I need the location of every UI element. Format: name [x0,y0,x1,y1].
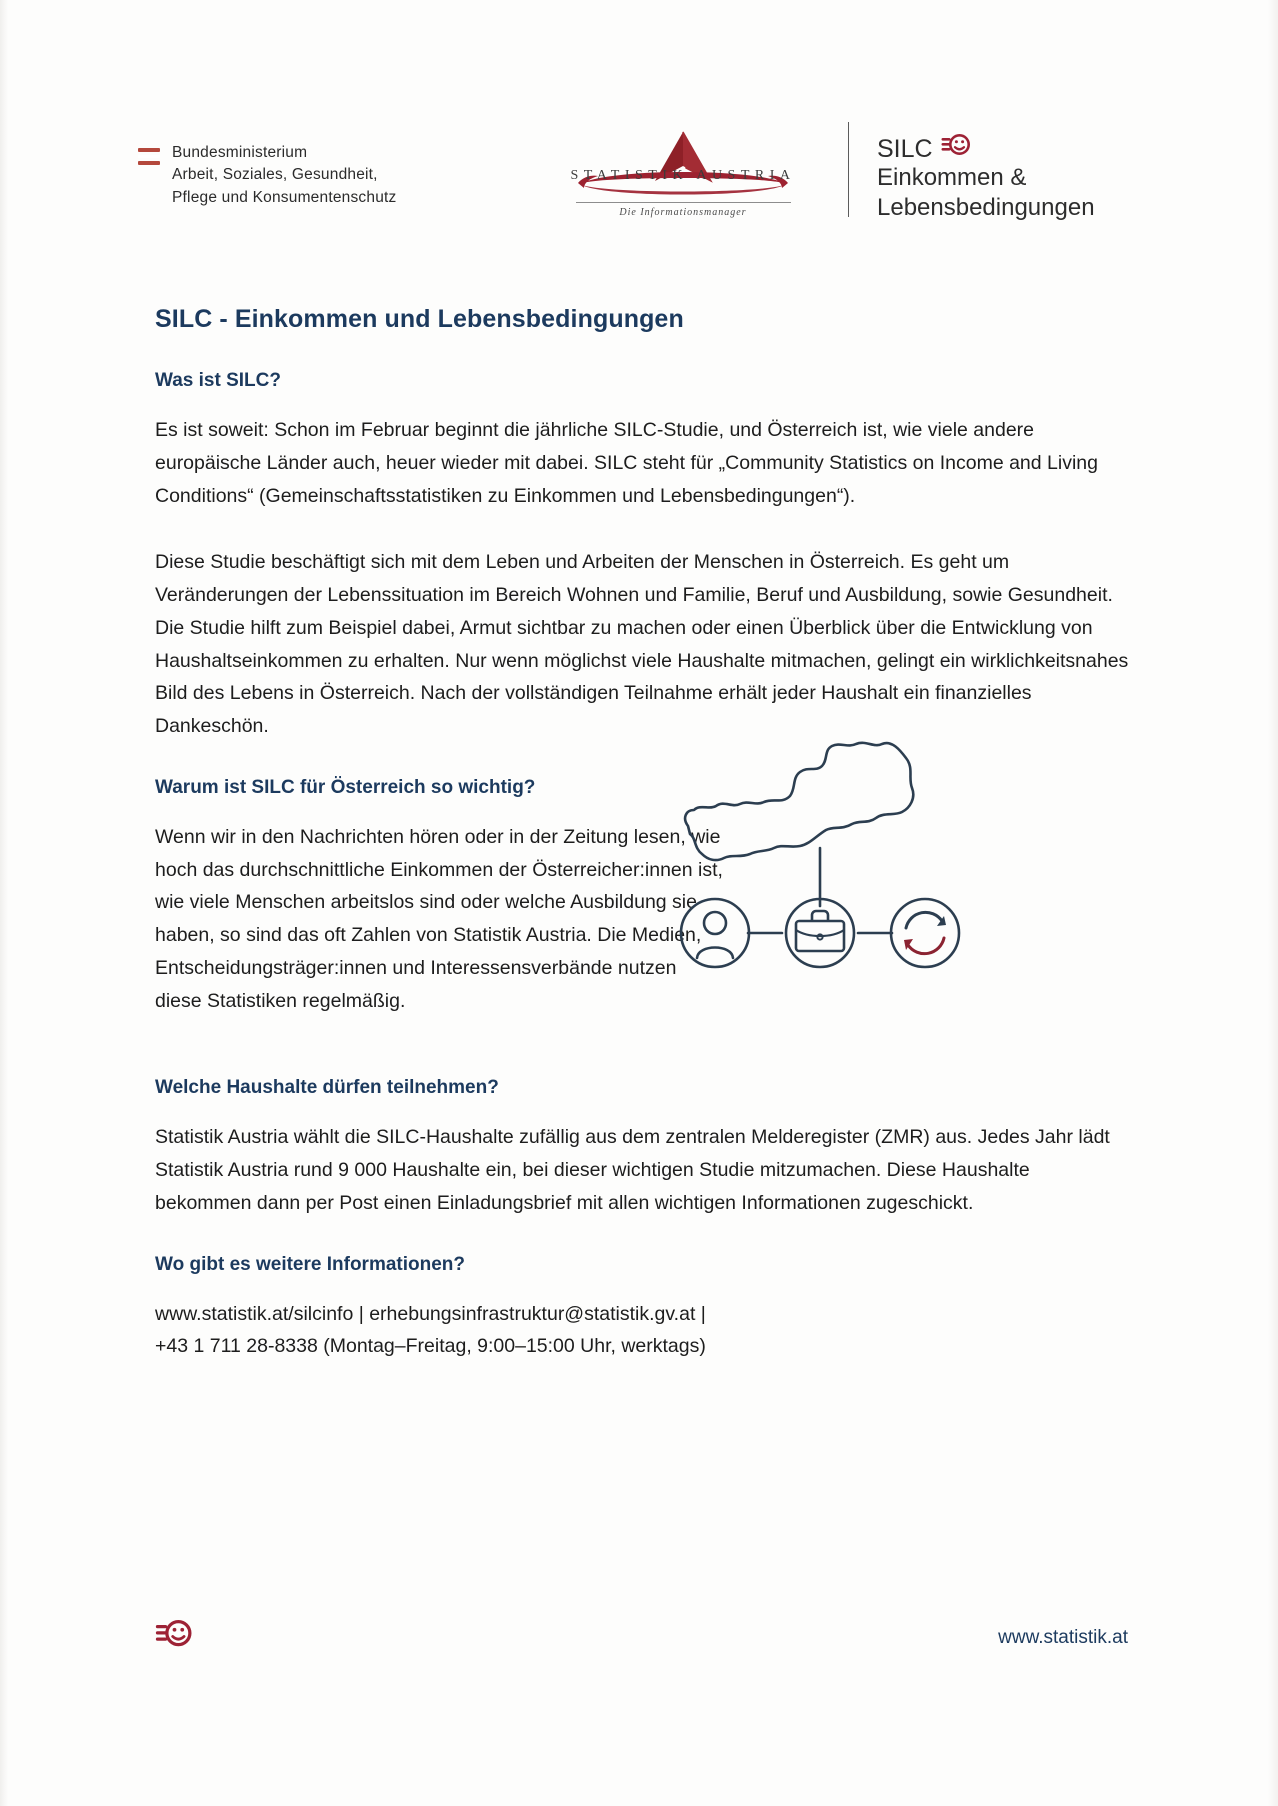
header-vertical-divider [848,122,849,217]
section-weitere-informationen [155,1254,1130,1364]
section-heading: Warum ist SILC für Österreich so wichtig? [155,776,536,798]
ministry-line-1: Bundesministerium [172,144,308,161]
briefcase-circle-icon [786,899,854,967]
section-heading: Welche Haushalte dürfen teilnehmen? [155,1077,499,1099]
document-header [138,118,1138,228]
silc-brand-title: SILC [877,134,933,163]
ministry-line-2: Arbeit, Soziales, Gesundheit, [172,166,378,184]
contact-line-web-email [155,1298,1130,1331]
contact-phone: +43 1 711 28-8338 (Montag–Freitag, 9:00–15:00 Uhr, werktags) [155,1335,706,1358]
spacer [155,1051,1130,1077]
austria-flag-icon [138,148,160,168]
section-warum-wichtig [155,777,1130,1018]
silc-brand-subtitle-line-2: Lebensbedingungen [877,193,1095,221]
person-circle-icon [681,899,749,967]
footer-url[interactable]: www.statistik.at [998,1626,1128,1648]
document-content [155,305,1130,1397]
section-paragraph: Diese Studie beschäftigt sich mit dem Leben und Arbeiten der Menschen in Österreich. Es geht um Veränderungen der Lebenssituation im Bereich Wohnen und Familie, Beruf und Ausbildung, sowie Gesundheit. Die Studie hilft zum Beispiel dabei, Armut sichtbar zu machen oder einen Überblick über die Entwicklung von Haushaltseinkommen zu erhalten. Nur wenn möglichst viele Haushalte mitmachen, gelingt ein wirklichkeitsnahes Bild des Lebens in Österreich. Nach der vollständigen Teilnahme erhält jeder Haushalt ein finanzielles Dankeschön. [155,551,1129,737]
section-heading: Wo gibt es weitere Informationen? [155,1253,466,1275]
section-heading: Was ist SILC? [155,370,281,391]
statistik-austria-arrow-logo [558,126,808,198]
page-title: SILC - Einkommen und Lebensbedingungen [155,305,684,333]
silc-illustration [670,718,970,978]
section-paragraph: Es ist soweit: Schon im Februar beginnt die jährliche SILC-Studie, und Österreich ist, wie viele andere europäische Länder auch, heuer wieder mit dabei. SILC steht für „Community Statistics on Income and Living Conditions“ (Gemeinschaftsstatistiken zu Einkommen und Lebensbedingungen“). [155,419,1098,507]
austria-map-outline-icon [685,743,913,860]
section-was-ist-silc [155,370,1130,743]
silc-brand [877,118,1095,222]
document-footer [155,1620,1128,1655]
silc-brand-title-row [877,134,1095,163]
ministry-logo [138,118,438,209]
section-paragraph: Statistik Austria wählt die SILC-Haushalte zufällig aus dem zentralen Melderegister (ZMR) aus. Jedes Jahr lädt Statistik Austria rund 9 000 Haushalte ein, bei dieser wichtigen Studie mitzumachen. Diese Haushalte bekommen dann per Post einen Einladungsbrief mit allen wichtigen Informationen zugeschickt. [155,1126,1110,1214]
silc-brand-subtitle-line-1: Einkommen & [877,164,1027,192]
statistik-austria-tagline: Die Informationsmanager [619,207,747,218]
contact-web-email: www.statistik.at/silcinfo | erhebungsinfrastruktur@statistik.gv.at | [155,1302,706,1325]
silc-smiley-icon [155,1620,193,1655]
circular-arrows-circle-icon [891,899,959,967]
silc-smiley-icon [941,134,971,163]
section-paragraph: Wenn wir in den Nachrichten hören oder in der Zeitung lesen, wie hoch das durchschnittliche Einkommen der Österreicher:innen ist, wie viele Menschen arbeitslos sind oder welche Ausbildung sie haben, so sind das oft Zahlen von Statistik Austria. Die Medien, Entscheidungsträger:innen und Interessensverbände nutzen diese Statistiken regelmäßig. [155,825,723,1012]
ministry-name [172,142,396,209]
statistik-austria-logo [558,118,808,218]
section-welche-haushalte [155,1077,1130,1219]
contact-line-phone [155,1330,1130,1363]
statistik-austria-wordmark: STATISTIK AUSTRIA [570,168,796,183]
ministry-line-3: Pflege und Konsumentenschutz [172,188,397,206]
